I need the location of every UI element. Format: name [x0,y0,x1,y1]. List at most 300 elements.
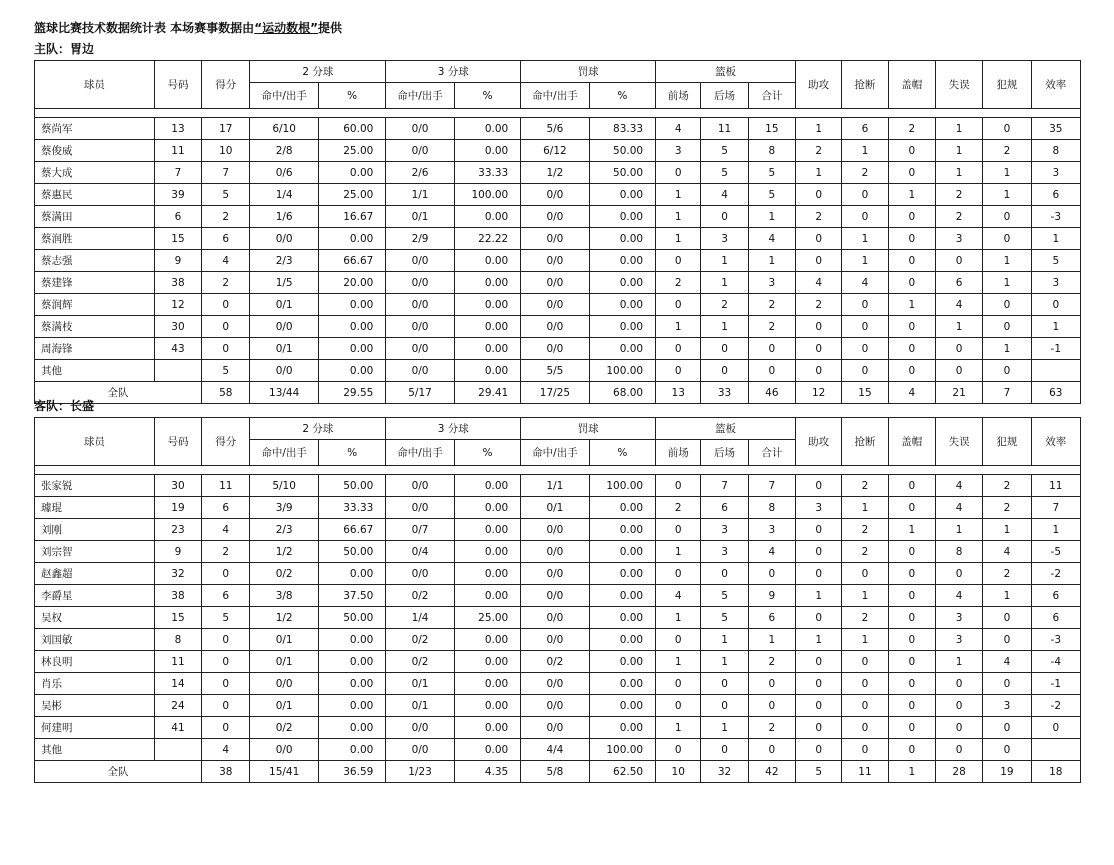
stat-cell: 24 [154,695,201,717]
player-name-cell: 蔡俊威 [35,140,155,162]
stat-cell: 0.00 [589,250,655,272]
player-row [35,294,1081,316]
subheader-pct: % [589,83,655,109]
stat-cell: 1/5 [250,272,318,294]
team-total-cell: 42 [748,761,795,783]
stat-cell: -2 [1031,695,1080,717]
stat-cell: 4 [796,272,842,294]
stat-cell: 0/1 [386,695,454,717]
stat-cell: -3 [1031,629,1080,651]
stat-cell: 6 [1031,184,1080,206]
stat-cell: 0.00 [454,585,520,607]
team-total-cell: 32 [701,761,748,783]
player-name-cell: 其他 [35,739,155,761]
stat-cell: 0 [796,338,842,360]
header-blocks: 盖帽 [888,61,935,109]
stat-cell: 8 [935,541,982,563]
stat-cell: 60.00 [318,118,385,140]
team-total-cell: 10 [656,761,701,783]
stat-cell: 0/0 [521,184,589,206]
stat-cell: 1 [748,250,795,272]
stat-cell: 0 [935,563,982,585]
stat-cell: 3 [935,629,982,651]
player-row [35,739,1081,761]
team-total-cell: 15/41 [250,761,318,783]
stat-cell: 1 [983,338,1031,360]
stat-cell: 0 [202,629,250,651]
stat-cell: 2 [796,140,842,162]
stat-cell: 83.33 [589,118,655,140]
team-total-cell: 5/8 [521,761,589,783]
stat-cell: 0 [888,717,935,739]
stat-cell: 2 [202,206,250,228]
stat-cell: 1 [796,162,842,184]
stat-cell: 6 [935,272,982,294]
stat-cell: 6 [202,585,250,607]
stat-cell: 100.00 [589,360,655,382]
stat-cell: 0 [983,294,1031,316]
stat-cell: 0 [701,563,748,585]
header-blocks: 盖帽 [888,418,935,466]
stat-cell: 9 [154,541,201,563]
stat-cell: 0 [842,294,888,316]
stat-cell: 3 [796,497,842,519]
stat-cell: 6 [154,206,201,228]
stat-cell: 100.00 [589,739,655,761]
stat-cell: 0 [842,563,888,585]
player-row [35,228,1081,250]
stat-cell: 5/5 [521,360,589,382]
stat-cell: -2 [1031,563,1080,585]
stat-cell: 1 [935,316,982,338]
header-spacer-row [35,466,1081,475]
stat-cell: 1 [888,294,935,316]
stat-cell: 0 [842,316,888,338]
stat-cell: 0.00 [589,629,655,651]
stat-cell: 0 [888,206,935,228]
stat-cell: 11 [154,140,201,162]
stat-cell: 0.00 [454,629,520,651]
stat-cell: 3 [656,140,701,162]
subheader-pct: % [589,440,655,466]
stat-cell: 100.00 [589,475,655,497]
stat-cell: 4 [748,541,795,563]
subheader-made-att: 命中/出手 [250,83,318,109]
stat-cell: 0 [656,739,701,761]
stat-cell: 5 [701,607,748,629]
team-total-cell: 1/23 [386,761,454,783]
stat-cell: 0.00 [454,563,520,585]
stat-cell: 0 [796,607,842,629]
team-total-cell: 28 [935,761,982,783]
stat-cell: 4 [748,228,795,250]
stat-cell: 0/1 [386,206,454,228]
stat-cell: 13 [154,118,201,140]
stat-cell: 1 [656,541,701,563]
stat-cell: 0/1 [250,294,318,316]
stat-cell: 0 [796,184,842,206]
header-number: 号码 [154,61,201,109]
team-total-cell: 5/17 [386,382,454,404]
stat-cell: 1 [842,497,888,519]
stat-cell: 0.00 [589,607,655,629]
stat-cell: 1 [701,717,748,739]
stat-cell: 0/0 [521,338,589,360]
stat-cell: 1 [935,140,982,162]
stat-cell: 0 [656,695,701,717]
stat-cell: 0/0 [250,739,318,761]
team-total-cell: 4 [888,382,935,404]
stat-cell: 7 [1031,497,1080,519]
header-steals: 抢断 [842,418,888,466]
stat-cell: 0/0 [521,519,589,541]
header-free-throw: 罚球 [521,418,656,440]
home-team-label: 主队：胃边 [34,42,95,56]
stat-cell: 1 [842,228,888,250]
stat-cell: 0 [888,607,935,629]
stat-cell: 0 [888,739,935,761]
stat-cell: 3 [935,228,982,250]
player-row [35,206,1081,228]
stat-cell: 0 [748,360,795,382]
stat-cell: 0 [1031,717,1080,739]
stat-cell: 50.00 [589,140,655,162]
team-total-cell: 17/25 [521,382,589,404]
stat-cell: 4 [983,541,1031,563]
stat-cell: 1 [701,250,748,272]
stat-cell: 0 [888,651,935,673]
stat-cell: 0 [656,519,701,541]
stat-cell: 5 [701,140,748,162]
stat-cell: 0 [888,162,935,184]
player-name-cell: 赵鑫超 [35,563,155,585]
stat-cell: 0 [656,360,701,382]
stat-cell: 4 [935,585,982,607]
team-total-cell: 36.59 [318,761,385,783]
stat-cell: 23 [154,519,201,541]
stat-cell: 5 [202,607,250,629]
stat-cell: 15 [748,118,795,140]
stat-cell: -3 [1031,206,1080,228]
stat-cell: 0 [701,695,748,717]
player-name-cell: 璩琨 [35,497,155,519]
stat-cell: 0 [796,651,842,673]
player-row [35,541,1081,563]
stat-cell: 6 [748,607,795,629]
team-total-cell: 12 [796,382,842,404]
subheader-made-att: 命中/出手 [250,440,318,466]
team-total-cell: 15 [842,382,888,404]
stat-cell: 0.00 [318,739,385,761]
stat-cell: 1 [935,519,982,541]
stat-cell: 2 [935,184,982,206]
stat-cell: 38 [154,272,201,294]
stat-cell: 0 [983,739,1031,761]
stat-cell: 0 [888,338,935,360]
header-two-point: 2 分球 [250,61,386,83]
stat-cell: 0 [796,739,842,761]
stat-cell: 5 [748,162,795,184]
header-efficiency: 效率 [1031,418,1080,466]
player-name-cell: 刘刚 [35,519,155,541]
stat-cell: 0.00 [589,338,655,360]
team-total-cell: 58 [202,382,250,404]
stat-cell: 4 [202,739,250,761]
player-name-cell: 蔡满田 [35,206,155,228]
stat-cell: 0.00 [589,563,655,585]
header-rebounds: 篮板 [656,61,796,83]
stat-cell: 0.00 [318,563,385,585]
stat-cell: 0.00 [589,585,655,607]
stat-cell: 1 [842,629,888,651]
player-name-cell: 其他 [35,360,155,382]
stat-cell: 1 [656,228,701,250]
stat-cell: 0 [888,316,935,338]
player-row [35,563,1081,585]
spacer-cell [35,466,1081,475]
stat-cell: 2 [748,717,795,739]
stat-cell: 5 [701,162,748,184]
stat-cell: 0.00 [589,541,655,563]
stat-cell: 1 [983,272,1031,294]
stat-cell: 0.00 [318,651,385,673]
stat-cell: 2 [202,541,250,563]
stat-cell: -5 [1031,541,1080,563]
stat-cell: 11 [202,475,250,497]
stat-cell: 0 [796,695,842,717]
stat-cell: 0.00 [454,206,520,228]
stat-cell: 0 [888,629,935,651]
stat-cell: 5/6 [521,118,589,140]
stat-cell: 6 [1031,607,1080,629]
stat-cell: 0/0 [386,294,454,316]
stat-cell: 0/1 [250,629,318,651]
stat-cell: 2 [983,475,1031,497]
stat-cell: 0 [983,118,1031,140]
stat-cell: 1 [656,206,701,228]
stat-cell: 1 [748,206,795,228]
stat-cell: 0/4 [386,541,454,563]
stat-cell: 1 [983,585,1031,607]
stat-cell: 2/6 [386,162,454,184]
stat-cell: 66.67 [318,519,385,541]
stat-cell: 0 [888,140,935,162]
stat-cell: 0/0 [250,360,318,382]
stat-cell: 1 [842,250,888,272]
stat-cell: 0 [202,563,250,585]
stat-cell: 2 [983,563,1031,585]
stat-cell: 0/0 [521,673,589,695]
stat-cell: 2 [983,497,1031,519]
stat-cell: 8 [1031,140,1080,162]
stat-cell: 0.00 [454,651,520,673]
stat-cell: 1 [1031,228,1080,250]
team-total-label: 全队 [35,382,202,404]
stat-cell: 32 [154,563,201,585]
header-points: 得分 [202,418,250,466]
subheader-pct: % [454,440,520,466]
stat-cell: 0.00 [318,695,385,717]
header-number: 号码 [154,418,201,466]
header-two-point: 2 分球 [250,418,386,440]
stat-cell: 0 [796,316,842,338]
stat-cell: 0 [983,228,1031,250]
header-fouls: 犯规 [983,418,1031,466]
stat-cell: 12 [154,294,201,316]
stat-cell: 4/4 [521,739,589,761]
stat-cell: 0 [935,250,982,272]
team-total-cell: 19 [983,761,1031,783]
stat-cell: 2 [842,541,888,563]
stat-cell: 0.00 [589,717,655,739]
stat-cell: 0/0 [386,272,454,294]
stat-cell: 0 [656,338,701,360]
player-row [35,184,1081,206]
stat-cell: 2 [656,272,701,294]
player-row [35,717,1081,739]
player-row [35,475,1081,497]
stat-cell: 1 [935,118,982,140]
title-suffix: 提供 [317,21,342,35]
stat-cell: 1 [656,651,701,673]
stat-cell: 0/0 [386,497,454,519]
team-total-cell: 29.55 [318,382,385,404]
stat-cell: 0.00 [589,695,655,717]
stat-cell: 5/10 [250,475,318,497]
stat-cell: 0.00 [318,294,385,316]
subheader-total: 合计 [748,440,795,466]
header-steals: 抢断 [842,61,888,109]
stat-cell: 0 [748,739,795,761]
stat-cell: 1 [701,272,748,294]
stat-cell: 25.00 [454,607,520,629]
header-turnovers: 失误 [935,61,982,109]
player-name-cell: 蔡志强 [35,250,155,272]
stat-cell: 0 [656,250,701,272]
stat-cell: 0 [842,695,888,717]
header-efficiency: 效率 [1031,61,1080,109]
stat-cell: 3 [701,519,748,541]
subheader-made-att: 命中/出手 [386,83,454,109]
stat-cell: 3 [748,272,795,294]
stat-cell: 16.67 [318,206,385,228]
team-total-cell: 13 [656,382,701,404]
stat-cell: 0 [701,739,748,761]
stat-cell: 1 [888,519,935,541]
stat-cell: 0 [888,497,935,519]
stat-cell: 3 [1031,162,1080,184]
stat-cell: 4 [935,294,982,316]
team-total-row [35,382,1081,404]
stat-cell: 0.00 [318,629,385,651]
stat-cell: 1 [983,519,1031,541]
stat-cell: 2 [796,294,842,316]
stat-cell: 0 [888,563,935,585]
player-name-cell: 吴彬 [35,695,155,717]
stat-cell: 0.00 [589,294,655,316]
stat-cell: 0 [983,206,1031,228]
stat-cell: 0/0 [250,673,318,695]
stat-cell: 7 [748,475,795,497]
stat-cell: 11 [701,118,748,140]
stat-cell: 0/6 [250,162,318,184]
subheader-def: 后场 [701,440,748,466]
stat-cell: 4 [983,651,1031,673]
stat-cell: 5 [202,360,250,382]
stat-cell: 0 [888,585,935,607]
stat-cell: 0/2 [386,629,454,651]
stat-cell: 5 [701,585,748,607]
stat-cell: 0 [796,250,842,272]
stat-cell: 3/8 [250,585,318,607]
subheader-pct: % [318,83,385,109]
stat-cell: 0.00 [454,695,520,717]
stat-cell: 2 [748,651,795,673]
player-name-cell: 蔡润辉 [35,294,155,316]
stat-cell: 0 [888,475,935,497]
stat-cell [1031,739,1080,761]
stat-cell: 0 [935,739,982,761]
player-row [35,519,1081,541]
stat-cell: 3 [701,541,748,563]
stat-cell: 0 [983,673,1031,695]
stat-cell: 0 [701,360,748,382]
player-name-cell: 周海锋 [35,338,155,360]
stat-cell: 9 [748,585,795,607]
stat-cell: 2 [701,294,748,316]
stat-cell: 0 [842,717,888,739]
player-name-cell: 何建明 [35,717,155,739]
team-total-row [35,761,1081,783]
stat-cell: 50.00 [318,607,385,629]
player-name-cell: 林良明 [35,651,155,673]
stat-cell: 2 [935,206,982,228]
stat-cell: 1 [935,651,982,673]
stat-cell: 2 [202,272,250,294]
stat-cell: 0.00 [318,717,385,739]
stat-cell: 2 [842,475,888,497]
home-team-stats-table [34,60,1081,404]
player-row [35,316,1081,338]
stat-cell: -1 [1031,673,1080,695]
stat-cell: 0.00 [589,519,655,541]
stat-cell: 0.00 [318,316,385,338]
subheader-made-att: 命中/出手 [386,440,454,466]
stat-cell: 0 [656,475,701,497]
stat-cell: 0.00 [589,316,655,338]
subheader-off: 前场 [656,440,701,466]
stat-cell: 0 [796,360,842,382]
team-total-cell: 4.35 [454,761,520,783]
stat-cell: 0.00 [454,338,520,360]
stat-cell: 0/2 [386,651,454,673]
stat-cell: 6/10 [250,118,318,140]
stat-cell: 0.00 [454,475,520,497]
subheader-total: 合计 [748,83,795,109]
stat-cell: 0.00 [589,272,655,294]
stat-cell: 20.00 [318,272,385,294]
stat-cell: 0.00 [454,739,520,761]
header-spacer-row [35,109,1081,118]
stat-cell: 1 [796,585,842,607]
player-row [35,360,1081,382]
stat-cell: 14 [154,673,201,695]
player-row [35,607,1081,629]
stat-cell: 37.50 [318,585,385,607]
stat-cell: 0/1 [521,497,589,519]
stat-cell: 0/0 [386,250,454,272]
stat-cell: 8 [154,629,201,651]
